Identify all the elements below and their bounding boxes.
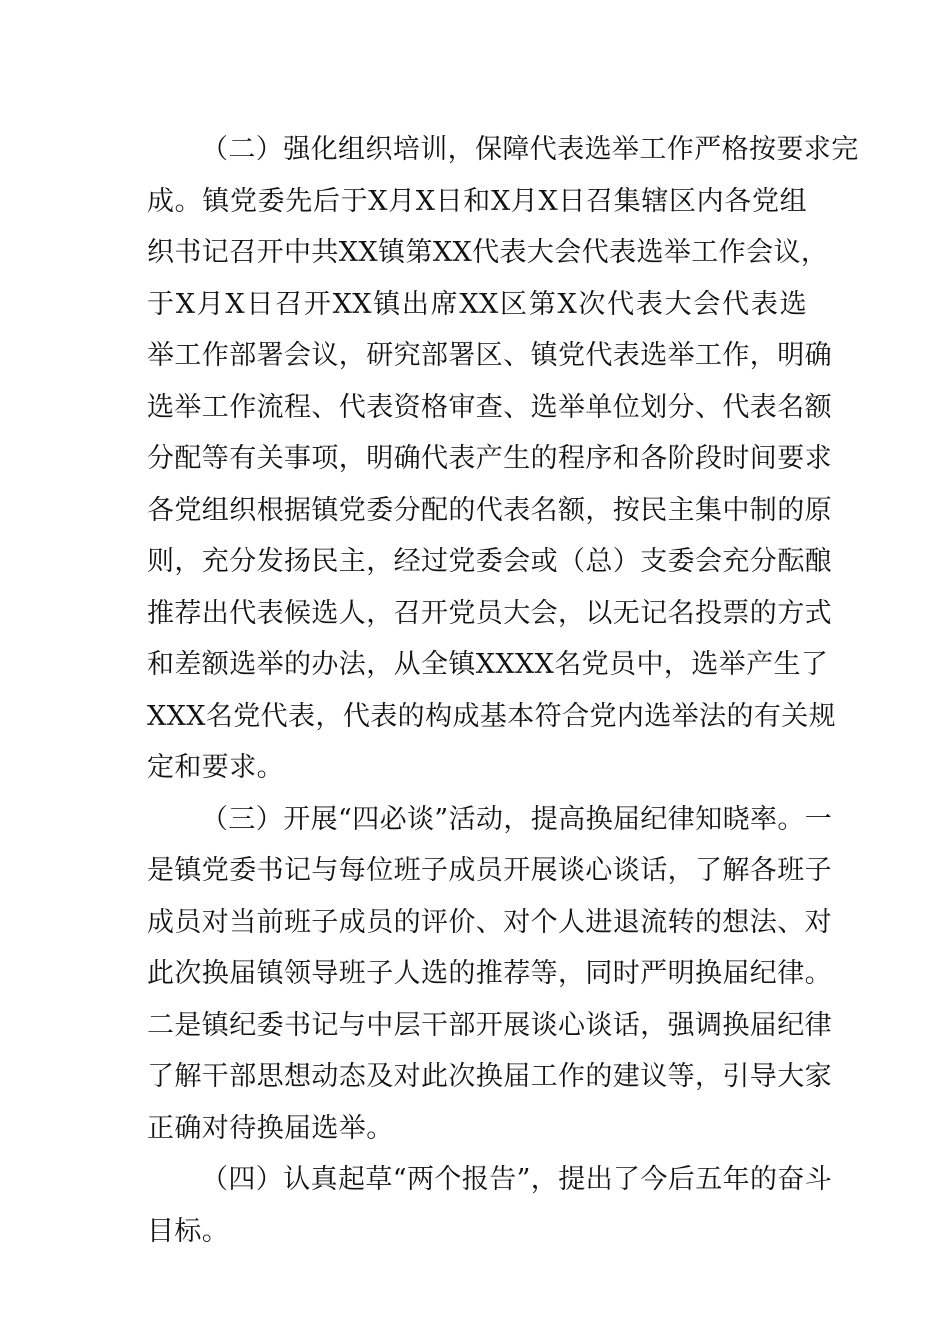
paragraph-line: 推荐出代表候选人，召开党员大会，以无记名投票的方式 — [147, 597, 832, 629]
paragraph-line: 选举工作流程、代表资格审查、选举单位划分、代表名额 — [147, 391, 832, 423]
paragraph-line: 成。镇党委先后于X月X日和X月X日召集辖区内各党组 — [147, 185, 807, 217]
paragraph-line: XXX名党代表，代表的构成基本符合党内选举法的有关规 — [147, 700, 837, 732]
paragraph-line: 正确对待换届选举。 — [147, 1112, 394, 1144]
paragraph-line: 于X月X日召开XX镇出席XX区第X次代表大会代表选 — [147, 288, 807, 320]
paragraph-3 — [147, 794, 833, 1155]
paragraph-line: 了解干部思想动态及对此次换届工作的建议等，引导大家 — [147, 1061, 832, 1092]
paragraph-line: 和差额选举的办法，从全镇XXXX名党员中，选举产生了 — [147, 649, 829, 680]
paragraph-line: 是镇党委书记与每位班子成员开展谈心谈话，了解各班子 — [147, 855, 832, 886]
paragraph-line: 则，充分发扬民主，经过党委会或（总）支委会充分酝酿 — [147, 546, 832, 577]
paragraph-line: 分配等有关事项，明确代表产生的程序和各阶段时间要求 — [147, 443, 832, 474]
paragraph-line: 二是镇纪委书记与中层干部开展谈心谈话，强调换届纪律 — [147, 1009, 832, 1041]
paragraph-line: 各党组织根据镇党委分配的代表名额，按民主集中制的原 — [147, 494, 832, 526]
paragraph-line: （三）开展“四必谈”活动，提高换届纪律知晓率。一 — [201, 803, 833, 835]
paragraph-line: （四）认真起草“两个报告”，提出了今后五年的奋斗 — [201, 1164, 833, 1195]
paragraph-line: 此次换届镇领导班子人选的推荐等，同时严明换届纪律。 — [147, 958, 832, 989]
paragraph-line: 举工作部署会议，研究部署区、镇党代表选举工作，明确 — [147, 340, 832, 371]
paragraph-line: （二）强化组织培训，保障代表选举工作严格按要求完 — [201, 134, 859, 165]
paragraph-2 — [147, 124, 859, 794]
paragraph-line: 成员对当前班子成员的评价、对个人进退流转的想法、对 — [147, 906, 832, 938]
document-body — [147, 124, 859, 1257]
paragraph-line: 织书记召开中共XX镇第XX代表大会代表选举工作会议， — [147, 237, 829, 268]
paragraph-line: 目标。 — [147, 1215, 230, 1247]
paragraph-line: 定和要求。 — [147, 752, 284, 783]
paragraph-4 — [147, 1154, 833, 1257]
